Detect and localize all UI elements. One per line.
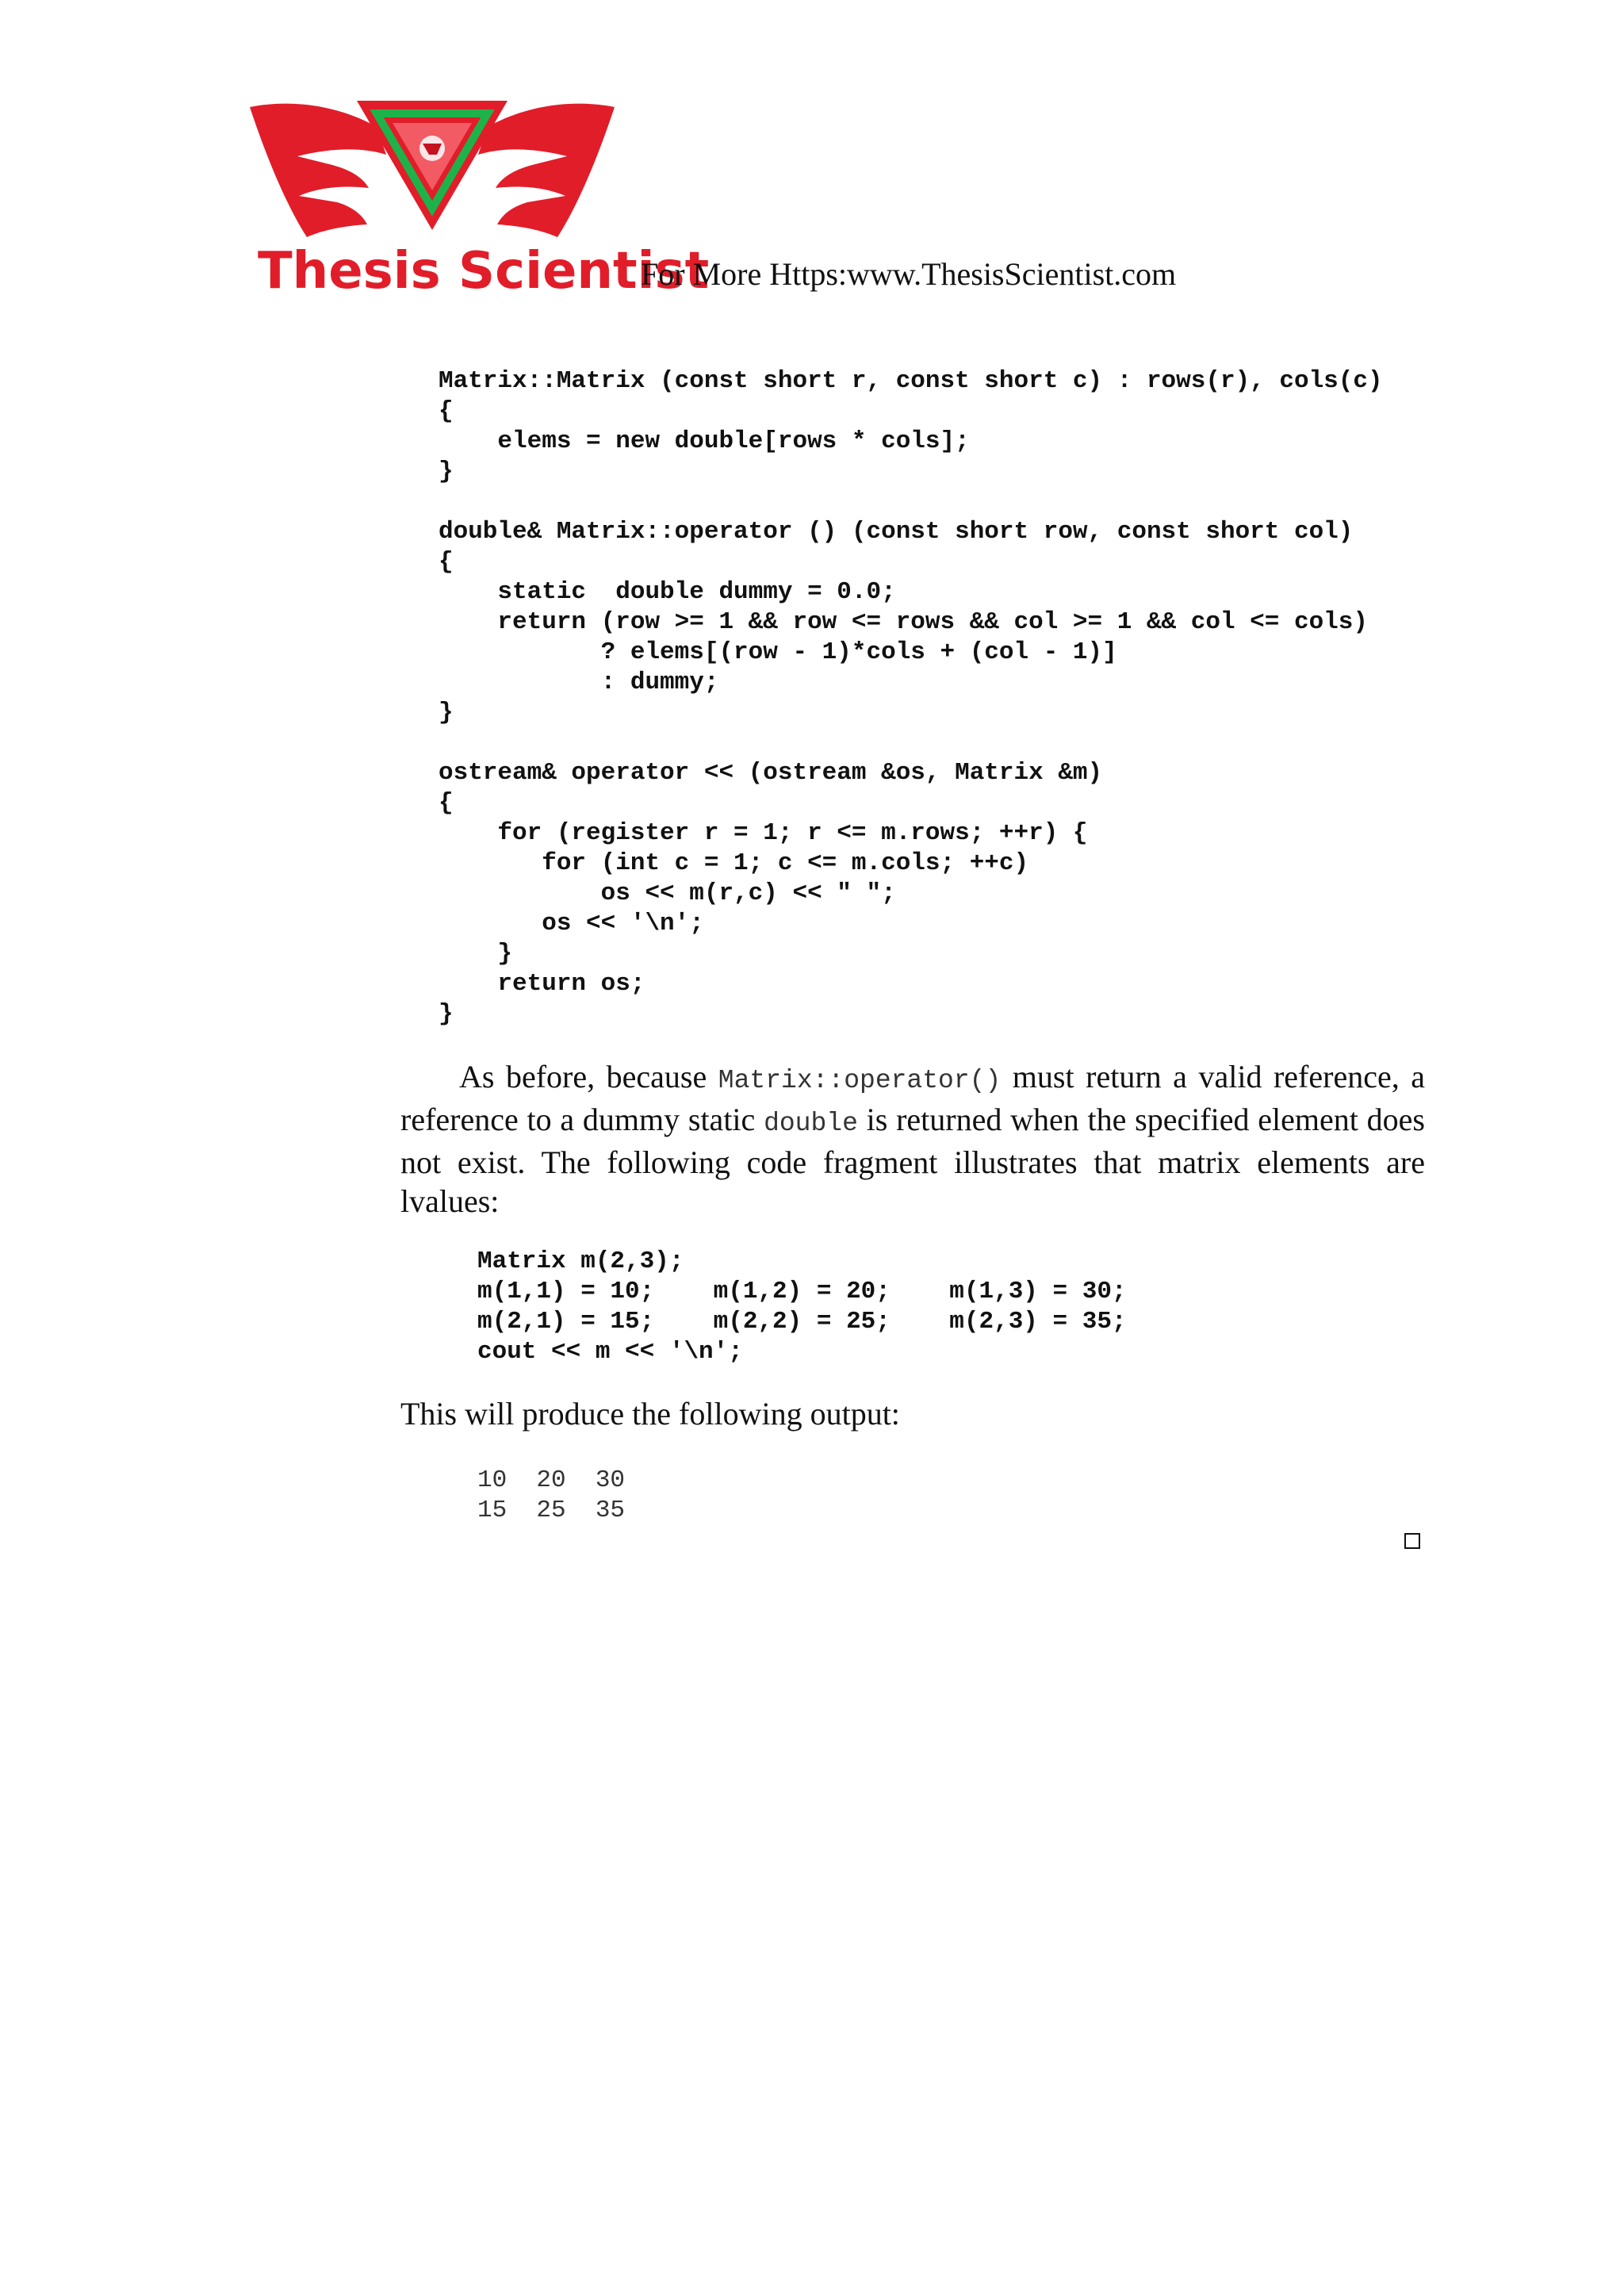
code-line: : dummy; [439,669,719,696]
code-line: m(1,1) = 10; m(1,2) = 20; m(1,3) = 30; [477,1278,1127,1305]
code-line: os << '\n'; [439,910,704,937]
code-line: Matrix m(2,3); [477,1248,684,1275]
code-line: { [439,548,454,576]
paragraph-explanation [400,1057,1425,1221]
thesis-scientist-logo [242,91,710,301]
code-line [439,487,1383,517]
code-line [439,728,1383,758]
code-line: } [439,1000,454,1028]
paragraph-text-2: must return a valid reference, a reference to a dummy static [400,1059,1425,1137]
code-block-matrix-impl [439,366,1383,1029]
code-line: for (int c = 1; c <= m.cols; ++c) [439,849,1029,877]
code-line: } [439,458,454,485]
code-line: ostream& operator << (ostream &os, Matrix &m) [439,759,1103,787]
code-block-example [477,1247,1127,1367]
code-line: { [439,397,454,425]
code-line: } [439,699,454,726]
code-line: ? elems[(row - 1)*cols + (col - 1)] [439,638,1117,666]
paragraph-output-intro: This will produce the following output: [400,1396,900,1432]
output-line: 10 20 30 [477,1466,626,1494]
website-link[interactable]: For More Https:www.ThesisScientist.com [641,256,1177,292]
end-of-example-box [1404,1533,1420,1549]
code-line: Matrix::Matrix (const short r, const short c) : rows(r), cols(c) [439,367,1383,395]
program-output [477,1466,625,1526]
code-line: return (row >= 1 && row <= rows && col >= 1 && col <= cols) [439,608,1368,636]
code-line: return os; [439,970,645,998]
code-line: } [439,940,513,968]
code-line: double& Matrix::operator () (const short row, const short col) [439,518,1354,546]
output-line: 15 25 35 [477,1497,626,1524]
code-line: for (register r = 1; r <= m.rows; ++r) { [439,819,1088,847]
code-line: static double dummy = 0.0; [439,578,896,606]
inline-code-double: double [764,1109,858,1138]
code-line: { [439,789,454,817]
code-line: cout << m << '\n'; [477,1338,743,1366]
code-line: m(2,1) = 15; m(2,2) = 25; m(2,3) = 35; [477,1308,1127,1336]
paragraph-text-1: As before, because [459,1059,718,1094]
paragraph-text-3: is returned when the specified element does not exist. The following code fragment illustrates that matrix elements are lvalues: [400,1102,1425,1219]
inline-code-operator: Matrix::operator() [718,1066,1002,1095]
svg-text:Thesis Scientist: Thesis Scientist [258,242,710,301]
code-line: os << m(r,c) << " "; [439,880,896,907]
code-line: elems = new double[rows * cols]; [439,427,970,455]
